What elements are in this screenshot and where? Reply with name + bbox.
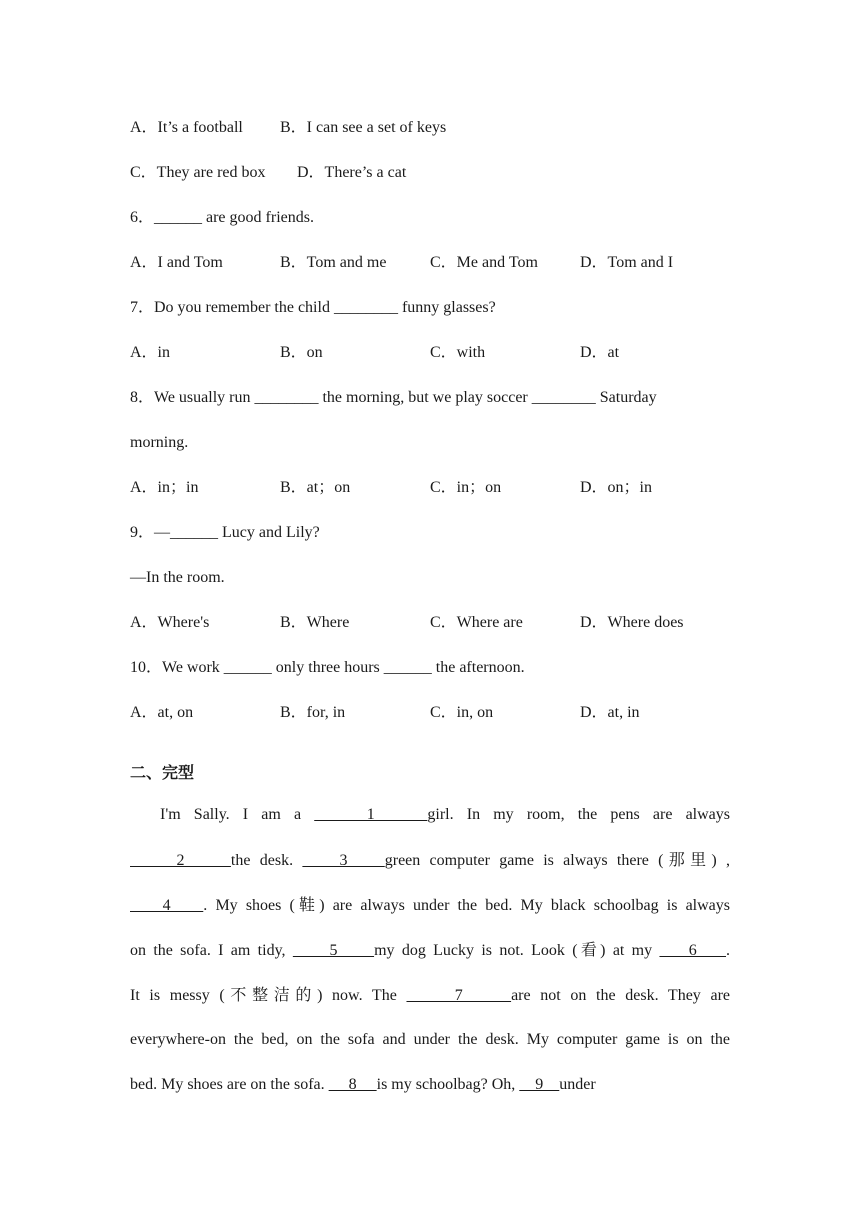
q6-option-c: C．Me and Tom (430, 254, 538, 271)
q9-stem: 9．—______ Lucy and Lily? (130, 524, 320, 541)
blank-7[interactable]: 7 (406, 987, 512, 1004)
q5-option-a: A．It’s a football (130, 119, 243, 136)
q9-option-d: D．Where does (580, 614, 684, 631)
q10-option-d: D．at, in (580, 704, 640, 721)
passage-line-7: bed. My shoes are on the sofa. 8 is my schoolbag? Oh, 9 under (130, 1076, 596, 1093)
q8-option-b: B．at；on (280, 479, 351, 496)
blank-6[interactable]: 6 (659, 942, 727, 959)
passage-line-2: 2 the desk. 3 green computer game is always there (那里) , (130, 850, 731, 869)
q7-stem: 7．Do you remember the child ________ funny glasses? (130, 299, 496, 316)
q5-option-d: D．There’s a cat (297, 164, 407, 181)
q8-option-a: A．in；in (130, 479, 199, 496)
blank-9[interactable]: 9 (519, 1076, 560, 1093)
q8-option-d: D．on；in (580, 479, 653, 496)
q8-stem: 8．We usually run ________ the morning, but we play soccer ________ Saturday (130, 389, 657, 406)
passage-line-5: It is messy (不整洁的) now. The 7 are not on the desk. They are (130, 985, 731, 1004)
blank-2[interactable]: 2 (130, 852, 231, 869)
q6-option-a: A．I and Tom (130, 254, 223, 271)
q5-option-b: B．I can see a set of keys (280, 119, 447, 136)
q7-option-a: A．in (130, 344, 171, 361)
section-heading: 二、完型 (130, 763, 195, 782)
passage-line-4: on the sofa. I am tidy, 5 my dog Lucky is not. Look (看) at my 6 . (130, 940, 731, 959)
q10-stem: 10．We work ______ only three hours ______ the afternoon. (130, 659, 525, 676)
q9-reply: —In the room. (130, 569, 225, 586)
q6-stem: 6．______ are good friends. (130, 209, 314, 226)
q6-option-d: D．Tom and I (580, 254, 674, 271)
q9-option-b: B．Where (280, 614, 350, 631)
q10-option-b: B．for, in (280, 704, 346, 721)
blank-1[interactable]: 1 (314, 806, 428, 823)
q8-stem-continued: morning. (130, 434, 189, 451)
blank-3[interactable]: 3 (302, 852, 385, 869)
blank-8[interactable]: 8 (328, 1076, 377, 1093)
passage-line-1: I'm Sally. I am a 1 girl. In my room, the pens are always (160, 806, 731, 823)
passage-line-6: everywhere-on the bed, on the sofa and under the desk. My computer game is on the (130, 1031, 730, 1048)
q9-option-c: C．Where are (430, 614, 523, 631)
q7-option-c: C．with (430, 344, 486, 361)
q7-option-d: D．at (580, 344, 620, 361)
passage-line-3: 4 . My shoes (鞋) are always under the bed. My black schoolbag is always (130, 895, 731, 914)
q6-option-b: B．Tom and me (280, 254, 387, 271)
q10-option-c: C．in, on (430, 704, 494, 721)
blank-5[interactable]: 5 (292, 942, 375, 959)
blank-4[interactable]: 4 (130, 897, 204, 914)
q10-option-a: A．at, on (130, 704, 194, 721)
q9-option-a: A．Where's (130, 614, 210, 631)
q5-option-c: C．They are red box (130, 164, 266, 181)
q8-option-c: C．in；on (430, 479, 502, 496)
q7-option-b: B．on (280, 344, 323, 361)
